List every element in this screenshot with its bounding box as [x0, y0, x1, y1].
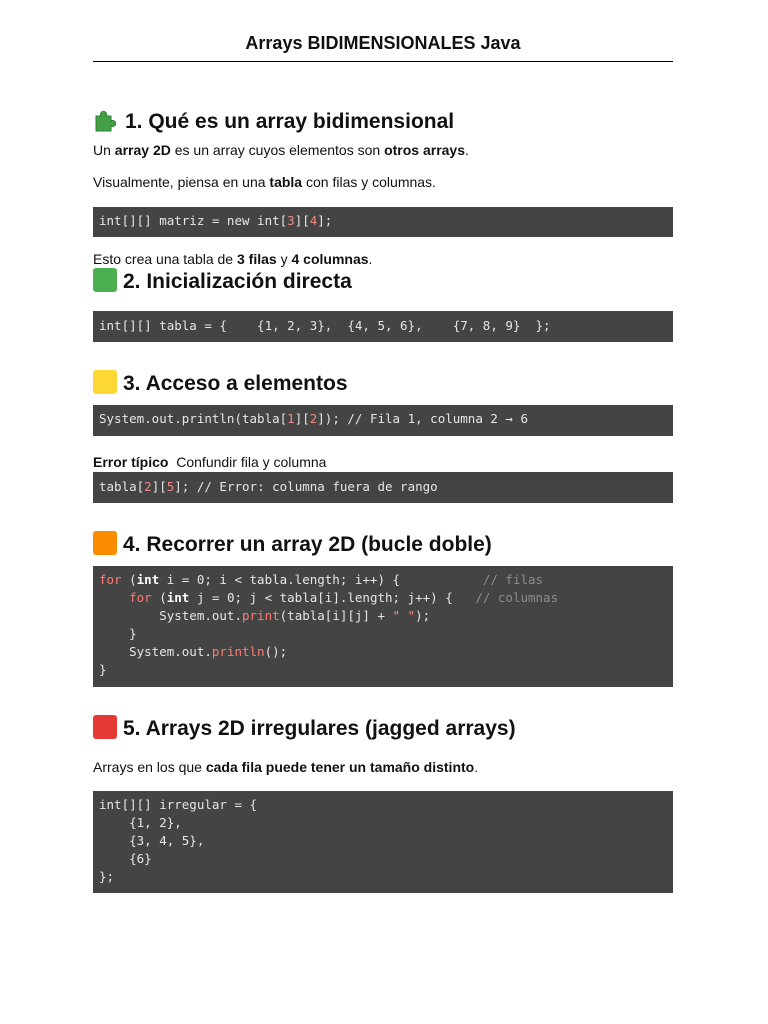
section-5-heading: [93, 715, 516, 742]
text-span: otros arrays: [384, 142, 466, 158]
typical-error-line: [93, 453, 326, 471]
text-span: tabla: [269, 174, 303, 190]
text-span: int: [166, 590, 190, 605]
code-line-4: }: [99, 626, 137, 641]
title-word-bidimensionales: BIDIMENSIONALES: [307, 33, 476, 53]
code-block-direct-init: int[][] tabla = { {1, 2, 3}, {4, 5, 6}, {7, 8, 9} };: [93, 311, 673, 342]
title-word-arrays: Arrays: [245, 33, 303, 53]
text-span: 2: [309, 411, 318, 426]
text-span: " ": [392, 608, 416, 623]
green-square-icon: [93, 268, 117, 292]
text-span: ];: [317, 213, 333, 228]
code-block-nested-loop: [93, 566, 673, 687]
text-span: array 2D: [114, 142, 171, 158]
typical-error-label: Error típico: [93, 454, 169, 470]
text-span: 3 filas: [237, 251, 277, 267]
text-span: int[][] matriz = new int[: [99, 213, 288, 228]
text-span: i = 0; i < tabla.length; i++) {: [159, 572, 483, 587]
title-word-java: Java: [480, 33, 521, 53]
yellow-square-icon: [93, 370, 117, 394]
text-span: // filas: [482, 572, 544, 587]
code-line-6: }: [99, 662, 107, 677]
text-span: System.out.: [99, 644, 212, 659]
red-square-icon: [93, 715, 117, 739]
text-span: ();: [264, 644, 288, 659]
text-span: Esto crea una tabla de: [93, 251, 237, 267]
text-span: ]); // Fila 1, columna 2 → 6: [317, 411, 528, 426]
code-block-matrix-declaration: [93, 207, 673, 237]
code-line-2: {1, 2},: [99, 815, 182, 830]
text-span: print: [242, 608, 280, 623]
text-span: println: [211, 644, 265, 659]
text-span: 3: [287, 213, 295, 228]
section-5-paragraph: [93, 758, 478, 776]
text-span: (: [121, 572, 137, 587]
document-title: [93, 33, 673, 54]
text-span: Visualmente, piensa en una: [93, 174, 270, 190]
code-line-3: {3, 4, 5},: [99, 833, 205, 848]
section-4-heading: [93, 531, 492, 558]
text-span: System.out.: [99, 608, 242, 623]
code-block-error-example: [93, 472, 673, 503]
text-span: j = 0; j < tabla[i].length; j++) {: [189, 590, 476, 605]
text-span: (: [151, 590, 167, 605]
section-2-title: 2. Inicialización directa: [123, 270, 352, 293]
section-1-paragraph-1: [93, 141, 469, 159]
section-3-title: 3. Acceso a elementos: [123, 372, 348, 395]
section-5-title: 5. Arrays 2D irregulares (jagged arrays): [123, 717, 516, 740]
orange-square-icon: [93, 531, 117, 555]
text-span: y: [276, 251, 292, 267]
text-span: ][: [294, 411, 310, 426]
text-span: Un: [93, 142, 115, 158]
code-line-4: {6}: [99, 851, 152, 866]
text-span: .: [368, 251, 373, 267]
code-line-1: int[][] irregular = {: [99, 797, 258, 812]
title-divider: [93, 61, 673, 62]
text-span: for: [99, 590, 152, 605]
text-span: int: [136, 572, 160, 587]
section-1-paragraph-2: [93, 173, 436, 191]
text-span: es un array cuyos elementos son: [170, 142, 385, 158]
typical-error-text: Confundir fila y columna: [168, 454, 327, 470]
code-line-5: };: [99, 869, 115, 884]
text-span: tabla[: [99, 479, 145, 494]
text-span: cada fila puede tener un tamaño distinto: [205, 759, 475, 775]
puzzle-piece-icon: [93, 108, 119, 132]
text-span: ][: [294, 213, 310, 228]
code-line-5: [99, 643, 667, 661]
text-span: // columnas: [475, 590, 559, 605]
text-span: System.out.println(tabla[: [99, 411, 288, 426]
text-span: 5: [166, 479, 175, 494]
section-2-heading: [93, 268, 352, 295]
code-line-2: [99, 589, 667, 607]
text-span: 4 columnas: [291, 251, 369, 267]
text-span: .: [465, 142, 469, 158]
code-line-1: [99, 571, 667, 589]
text-span: con filas y columnas.: [302, 174, 436, 190]
code-block-jagged-array: [93, 791, 673, 893]
section-4-title: 4. Recorrer un array 2D (bucle doble): [123, 533, 492, 556]
text-span: (tabla[i][j] +: [279, 608, 393, 623]
text-span: for: [99, 572, 122, 587]
section-1-title: 1. Qué es un array bidimensional: [125, 110, 455, 133]
section-1-heading: [93, 108, 454, 135]
text-span: 4: [309, 213, 318, 228]
text-span: ]; // Error: columna fuera de rango: [174, 479, 438, 494]
text-span: );: [415, 608, 431, 623]
text-span: 2: [144, 479, 152, 494]
text-span: ][: [151, 479, 167, 494]
text-span: 1: [287, 411, 295, 426]
code-block-element-access: [93, 405, 673, 436]
text-span: Arrays en los que: [93, 759, 206, 775]
section-1-paragraph-3: [93, 250, 372, 268]
code-line-3: [99, 607, 667, 625]
section-3-heading: [93, 370, 348, 397]
text-span: .: [474, 759, 479, 775]
